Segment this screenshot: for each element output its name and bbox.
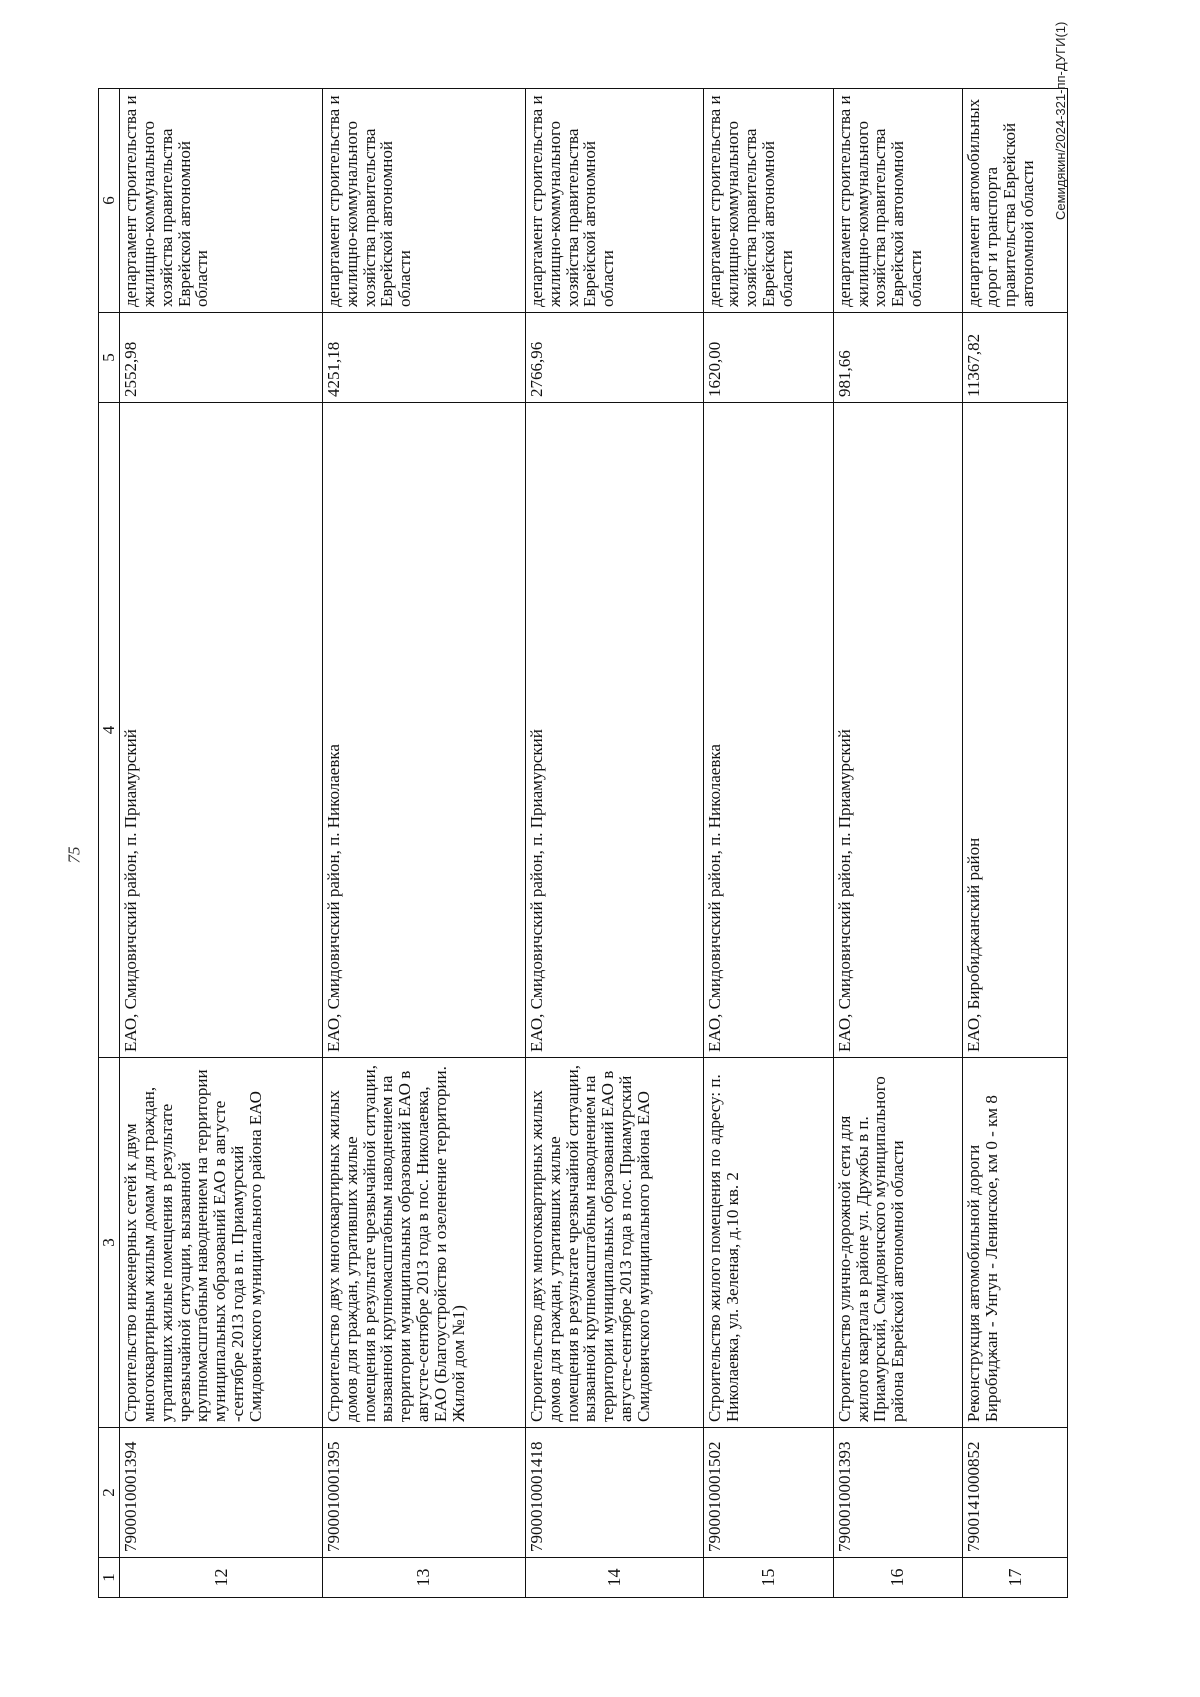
column-header: 3 <box>99 1058 120 1428</box>
object-code: 7900010001502 <box>704 1428 833 1558</box>
responsible-department: департамент автомобильных дорог и транспорта правительства Еврейской автономной области <box>963 89 1068 313</box>
document-footer-code: Семидякин/2024-321-пп-ДУГИ(1) <box>1052 21 1068 220</box>
responsible-department: департамент строительства и жилищно-коммунального хозяйства правительства Еврейской автономной области <box>833 89 962 313</box>
object-code: 7900010001393 <box>833 1428 962 1558</box>
object-location: ЕАО, Смидовичский район, п. Приамурский <box>120 403 323 1058</box>
rotated-table-frame <box>98 89 1068 1598</box>
object-amount: 2766,96 <box>525 313 703 403</box>
object-location: ЕАО, Смидовичский район, п. Приамурский <box>833 403 962 1058</box>
object-code: 7900010001395 <box>322 1428 525 1558</box>
objects-table <box>98 88 1068 1598</box>
object-amount: 1620,00 <box>704 313 833 403</box>
responsible-department: департамент строительства и жилищно-коммунального хозяйства правительства Еврейской автономной области <box>120 89 323 313</box>
table-row <box>963 89 1068 1598</box>
object-name: Строительство жилого помещения по адресу: п. Николаевка, ул. Зеленая, д.10 кв. 2 <box>704 1058 833 1428</box>
row-number: 15 <box>704 1558 833 1598</box>
column-header: 1 <box>99 1558 120 1598</box>
table-row <box>525 89 703 1598</box>
object-location: ЕАО, Смидовичский район, п. Николаевка <box>322 403 525 1058</box>
column-header: 4 <box>99 403 120 1058</box>
object-code: 7900141000852 <box>963 1428 1068 1558</box>
object-amount: 2552,98 <box>120 313 323 403</box>
object-code: 7900010001394 <box>120 1428 323 1558</box>
row-number: 12 <box>120 1558 323 1598</box>
header-row <box>99 89 120 1598</box>
column-header: 2 <box>99 1428 120 1558</box>
table-row <box>120 89 323 1598</box>
row-number: 16 <box>833 1558 962 1598</box>
object-name: Строительство улично-дорожной сети для жилого квартала в районе ул. Дружбы в п. Приамурский, Смидовичского муниципального района Еврейской автономной области <box>833 1058 962 1428</box>
object-code: 7900010001418 <box>525 1428 703 1558</box>
object-name: Строительство инженерных сетей к двум многоквартирным жилым домам для граждан, утративших жилые помещения в результате чрезвычайной ситуации, вызванной крупномасштабным наводнением на территории муниципальных образований ЕАО в августе -сентябре 2013 года в п. Приамурский Смидовичского муниципального района ЕАО <box>120 1058 323 1428</box>
object-location: ЕАО, Биробиджанский район <box>963 403 1068 1058</box>
responsible-department: департамент строительства и жилищно-коммунального хозяйства правительства Еврейской автономной области <box>704 89 833 313</box>
row-number: 13 <box>322 1558 525 1598</box>
column-header: 6 <box>99 89 120 313</box>
row-number: 17 <box>963 1558 1068 1598</box>
object-amount: 4251,18 <box>322 313 525 403</box>
object-name: Строительство двух многоквартирных жилых домов для граждан, утративших жилые помещения в результате чрезвычайной ситуации, вызванной крупномасштабным наводнением на территории муниципальных образований ЕАО в августе-сентябре 2013 года в пос. Приамурский Смидовичского муниципального района ЕАО <box>525 1058 703 1428</box>
object-amount: 11367,82 <box>963 313 1068 403</box>
object-location: ЕАО, Смидовичский район, п. Приамурский <box>525 403 703 1058</box>
responsible-department: департамент строительства и жилищно-коммунального хозяйства правительства Еврейской автономной области <box>322 89 525 313</box>
object-name: Строительство двух многоквартирных жилых домов для граждан, утративших жилые помещения в результате чрезвычайной ситуации, вызванной крупномасштабным наводнением на территории муниципальных образований ЕАО в августе-сентябре 2013 года в пос. Николаевка, ЕАО (Благоустройство и озеленение территории. Жилой дом №1) <box>322 1058 525 1428</box>
table-row <box>704 89 833 1598</box>
responsible-department: департамент строительства и жилищно-коммунального хозяйства правительства Еврейской автономной области <box>525 89 703 313</box>
object-amount: 981,66 <box>833 313 962 403</box>
row-number: 14 <box>525 1558 703 1598</box>
page-number: 75 <box>64 846 84 864</box>
column-header: 5 <box>99 313 120 403</box>
object-name: Реконструкция автомобильной дороги Биробиджан - Унгун - Ленинское, км 0 - км 8 <box>963 1058 1068 1428</box>
table-row <box>322 89 525 1598</box>
table-row <box>833 89 962 1598</box>
object-location: ЕАО, Смидовичский район, п. Николаевка <box>704 403 833 1058</box>
